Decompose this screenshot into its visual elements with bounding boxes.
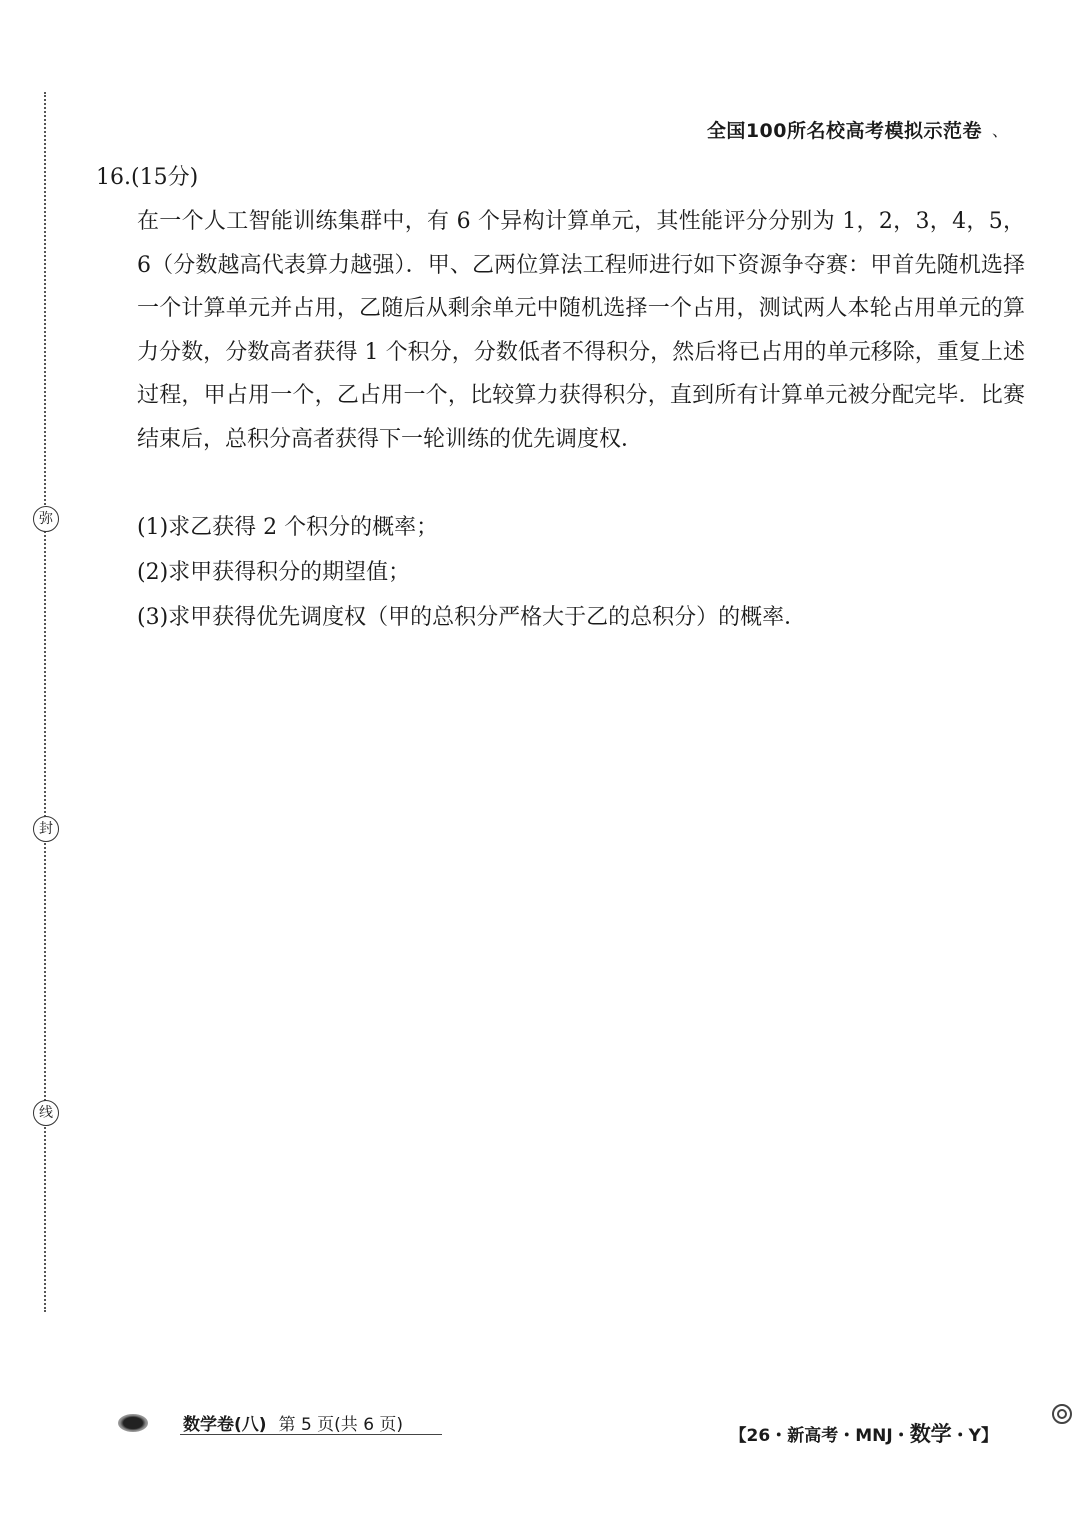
footer-code-prefix: 【26・新高考・MNJ・ bbox=[729, 1426, 910, 1446]
binding-seal-char: 弥 bbox=[33, 506, 59, 532]
sub-question-2: (2)求甲获得积分的期望值； bbox=[137, 560, 411, 585]
footer-paper-info bbox=[183, 1410, 403, 1435]
problem-statement: 在一个人工智能训练集群中，有 6 个异构计算单元，其性能评分分别为 1，2，3，4，5，6（分数越高代表算力越强）．甲、乙两位算法工程师进行如下资源争夺赛：甲首先随机选择一个计算单元并占用，乙随后从剩余单元中随机选择一个占用，测试两人本轮占用单元的算力分数，分数高者获得 1 个积分，分数低者不得积分，然后将已占用的单元移除，重复上述过程，甲占用一个，乙占用一个，比较算力获得积分，直到所有计算单元被分配完毕．比赛结束后，总积分高者获得下一轮训练的优先调度权． bbox=[137, 209, 1025, 452]
sub-question-3: (3)求甲获得优先调度权（甲的总积分严格大于乙的总积分）的概率． bbox=[137, 605, 807, 630]
corner-swirl-icon bbox=[1052, 1404, 1072, 1424]
footer-paper-name: 数学卷(八) bbox=[183, 1415, 267, 1435]
footer-code-suffix: ・Y】 bbox=[951, 1426, 998, 1446]
footer-subject: 数学 bbox=[909, 1422, 952, 1446]
header-mark: 、 bbox=[991, 121, 1008, 140]
sub-question-list bbox=[137, 505, 1025, 640]
page-header-title: 全国100所名校高考模拟示范卷 bbox=[706, 120, 982, 142]
footer-page-number: 第 5 页(共 6 页) bbox=[278, 1415, 404, 1435]
footer-underline bbox=[180, 1434, 442, 1435]
publisher-logo-icon bbox=[118, 1414, 148, 1432]
footer-exam-code bbox=[730, 1418, 998, 1448]
binding-seal-char: 线 bbox=[33, 1100, 59, 1126]
binding-seal-char: 封 bbox=[33, 816, 59, 842]
problem-number: 16.(15分) bbox=[96, 165, 199, 190]
binding-dotted-line bbox=[44, 92, 46, 1312]
sub-question-1: (1)求乙获得 2 个积分的概率； bbox=[137, 515, 439, 540]
